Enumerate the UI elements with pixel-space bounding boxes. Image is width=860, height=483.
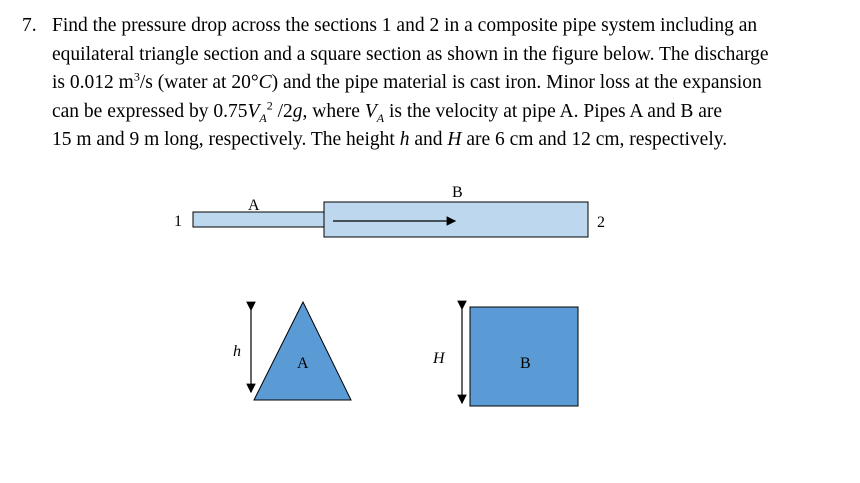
problem-line-5: 15 m and 9 m long, respectively. The height h and H are 6 cm and 12 cm, respectively.	[52, 129, 728, 150]
pipe-a	[193, 212, 324, 227]
problem-line-2: equilateral triangle section and a square section as shown in the figure below. The discharge	[52, 43, 769, 65]
label-pipe-a: A	[248, 197, 260, 214]
label-square-b: B	[520, 355, 531, 372]
problem-line-1: Find the pressure drop across the sections 1 and 2 in a composite pipe system including an	[52, 15, 758, 36]
triangle-section-a	[254, 302, 351, 400]
label-triangle-a: A	[297, 355, 309, 372]
label-H: H	[433, 350, 445, 367]
pipe-b	[324, 202, 588, 237]
label-section-2: 2	[597, 214, 605, 231]
problem-number: 7.	[22, 15, 37, 36]
label-h: h	[233, 343, 241, 360]
label-section-1: 1	[174, 213, 182, 230]
problem-line-4: can be expressed by $0.75V_A^2$ /2g, where $V_A$ is the velocity at pipe A. Pipes A and B are	[52, 98, 723, 125]
label-pipe-b: B	[452, 184, 463, 201]
problem-line-3: is 0.012 $m^3/s$ (water at 20°C) and the pipe material is cast iron. Minor loss at the expansion	[52, 69, 762, 93]
